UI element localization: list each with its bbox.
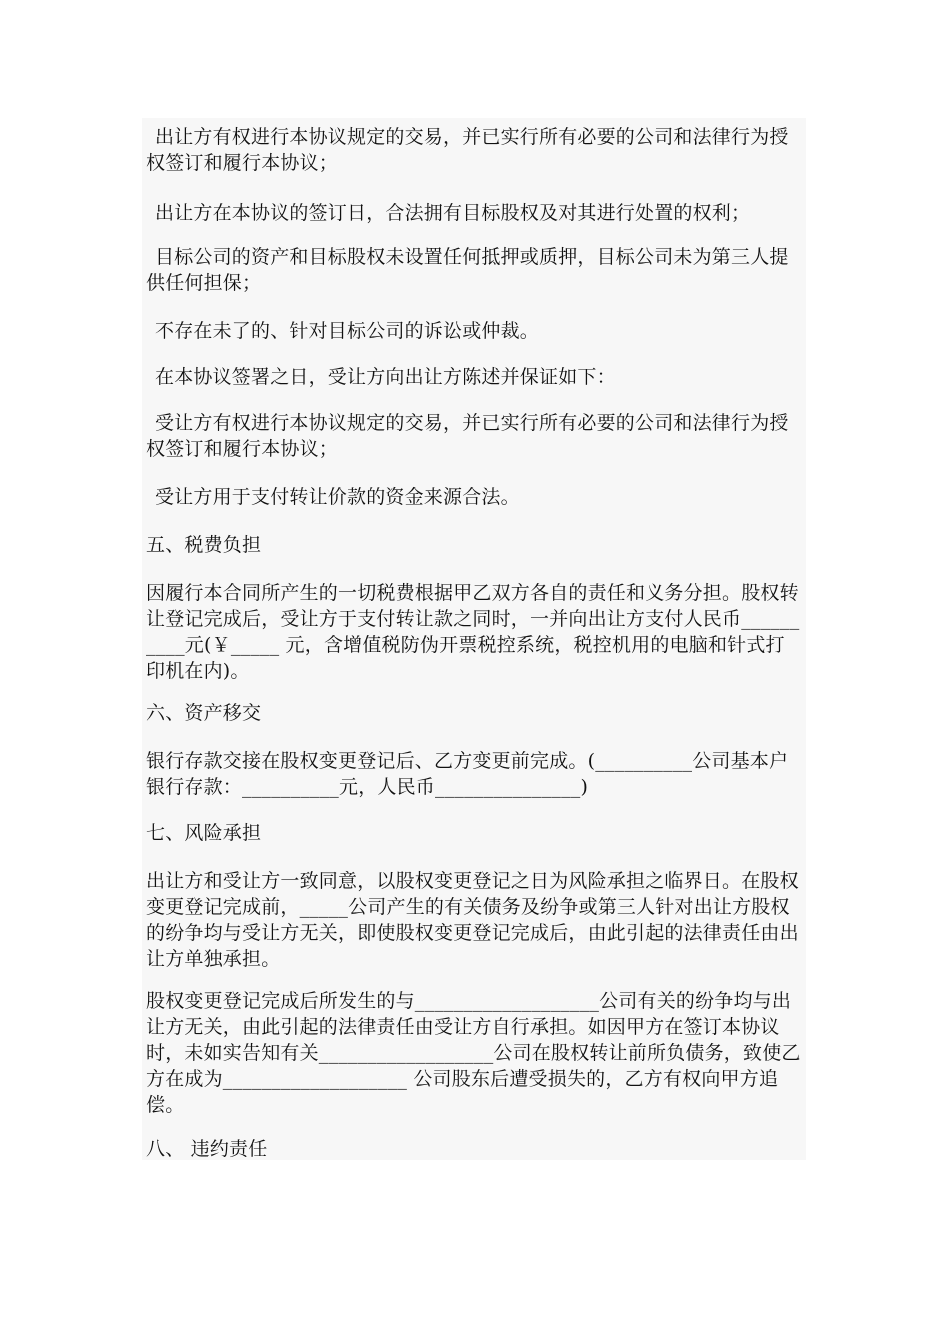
clause-buyer-authority: 受让方有权进行本协议规定的交易，并已实行所有必要的公司和法律行为授权签订和履行本协议； [146,412,789,460]
clause-funds-legal: 受让方用于支付转让价款的资金来源合法。 [155,486,520,508]
clause-taxes: 因履行本合同所产生的一切税费根据甲乙双方各自的责任和义务分担。股权转让登记完成后，受让方于支付转让款之同时，一并向出让方支付人民币__________元(￥_____ 元，含增值税防伪开票税控系统，税控机用的电脑和针式打印机在内)。 [146,582,800,682]
clause-risk-before: 出让方和受让方一致同意，以股权变更登记之日为风险承担之临界日。在股权变更登记完成前，_____公司产生的有关债务及纷争或第三人针对出让方股权的纷争均与受让方无关，即使股权变更登记完成后，由此引起的法律责任由出让方单独承担。 [146,870,799,970]
clause-buyer-representations: 在本协议签署之日，受让方向出让方陈述并保证如下： [155,366,616,388]
section-heading-taxes: 五、税费负担 [146,534,262,556]
section-heading-breach: 八、 违约责任 [146,1138,268,1160]
clause-seller-authority: 出让方有权进行本协议规定的交易，并已实行所有必要的公司和法律行为授权签订和履行本协议； [146,126,789,174]
clause-risk-after: 股权变更登记完成后所发生的与___________________公司有关的纷争均与出让方无关，由此引起的法律责任由受让方自行承担。如因甲方在签订本协议时，未如实告知有关__________________公司在股权转让前所负债务，致使乙方在成为___________________ 公司股东后遭受损失的，乙方有权向甲方追偿。 [146,990,801,1116]
section-heading-risk: 七、风险承担 [146,822,262,844]
section-heading-asset-transfer: 六、资产移交 [146,702,262,724]
clause-seller-ownership: 出让方在本协议的签订日，合法拥有目标股权及对其进行处置的权利； [155,202,751,224]
clause-no-pledge: 目标公司的资产和目标股权未设置任何抵押或质押，目标公司未为第三人提供任何担保； [146,246,789,294]
clause-no-litigation: 不存在未了的、针对目标公司的诉讼或仲裁。 [155,320,540,342]
document-body [142,118,806,1160]
clause-asset-transfer: 银行存款交接在股权变更登记后、乙方变更前完成。(__________公司基本户银行存款：__________元，人民币_______________) [146,750,789,798]
